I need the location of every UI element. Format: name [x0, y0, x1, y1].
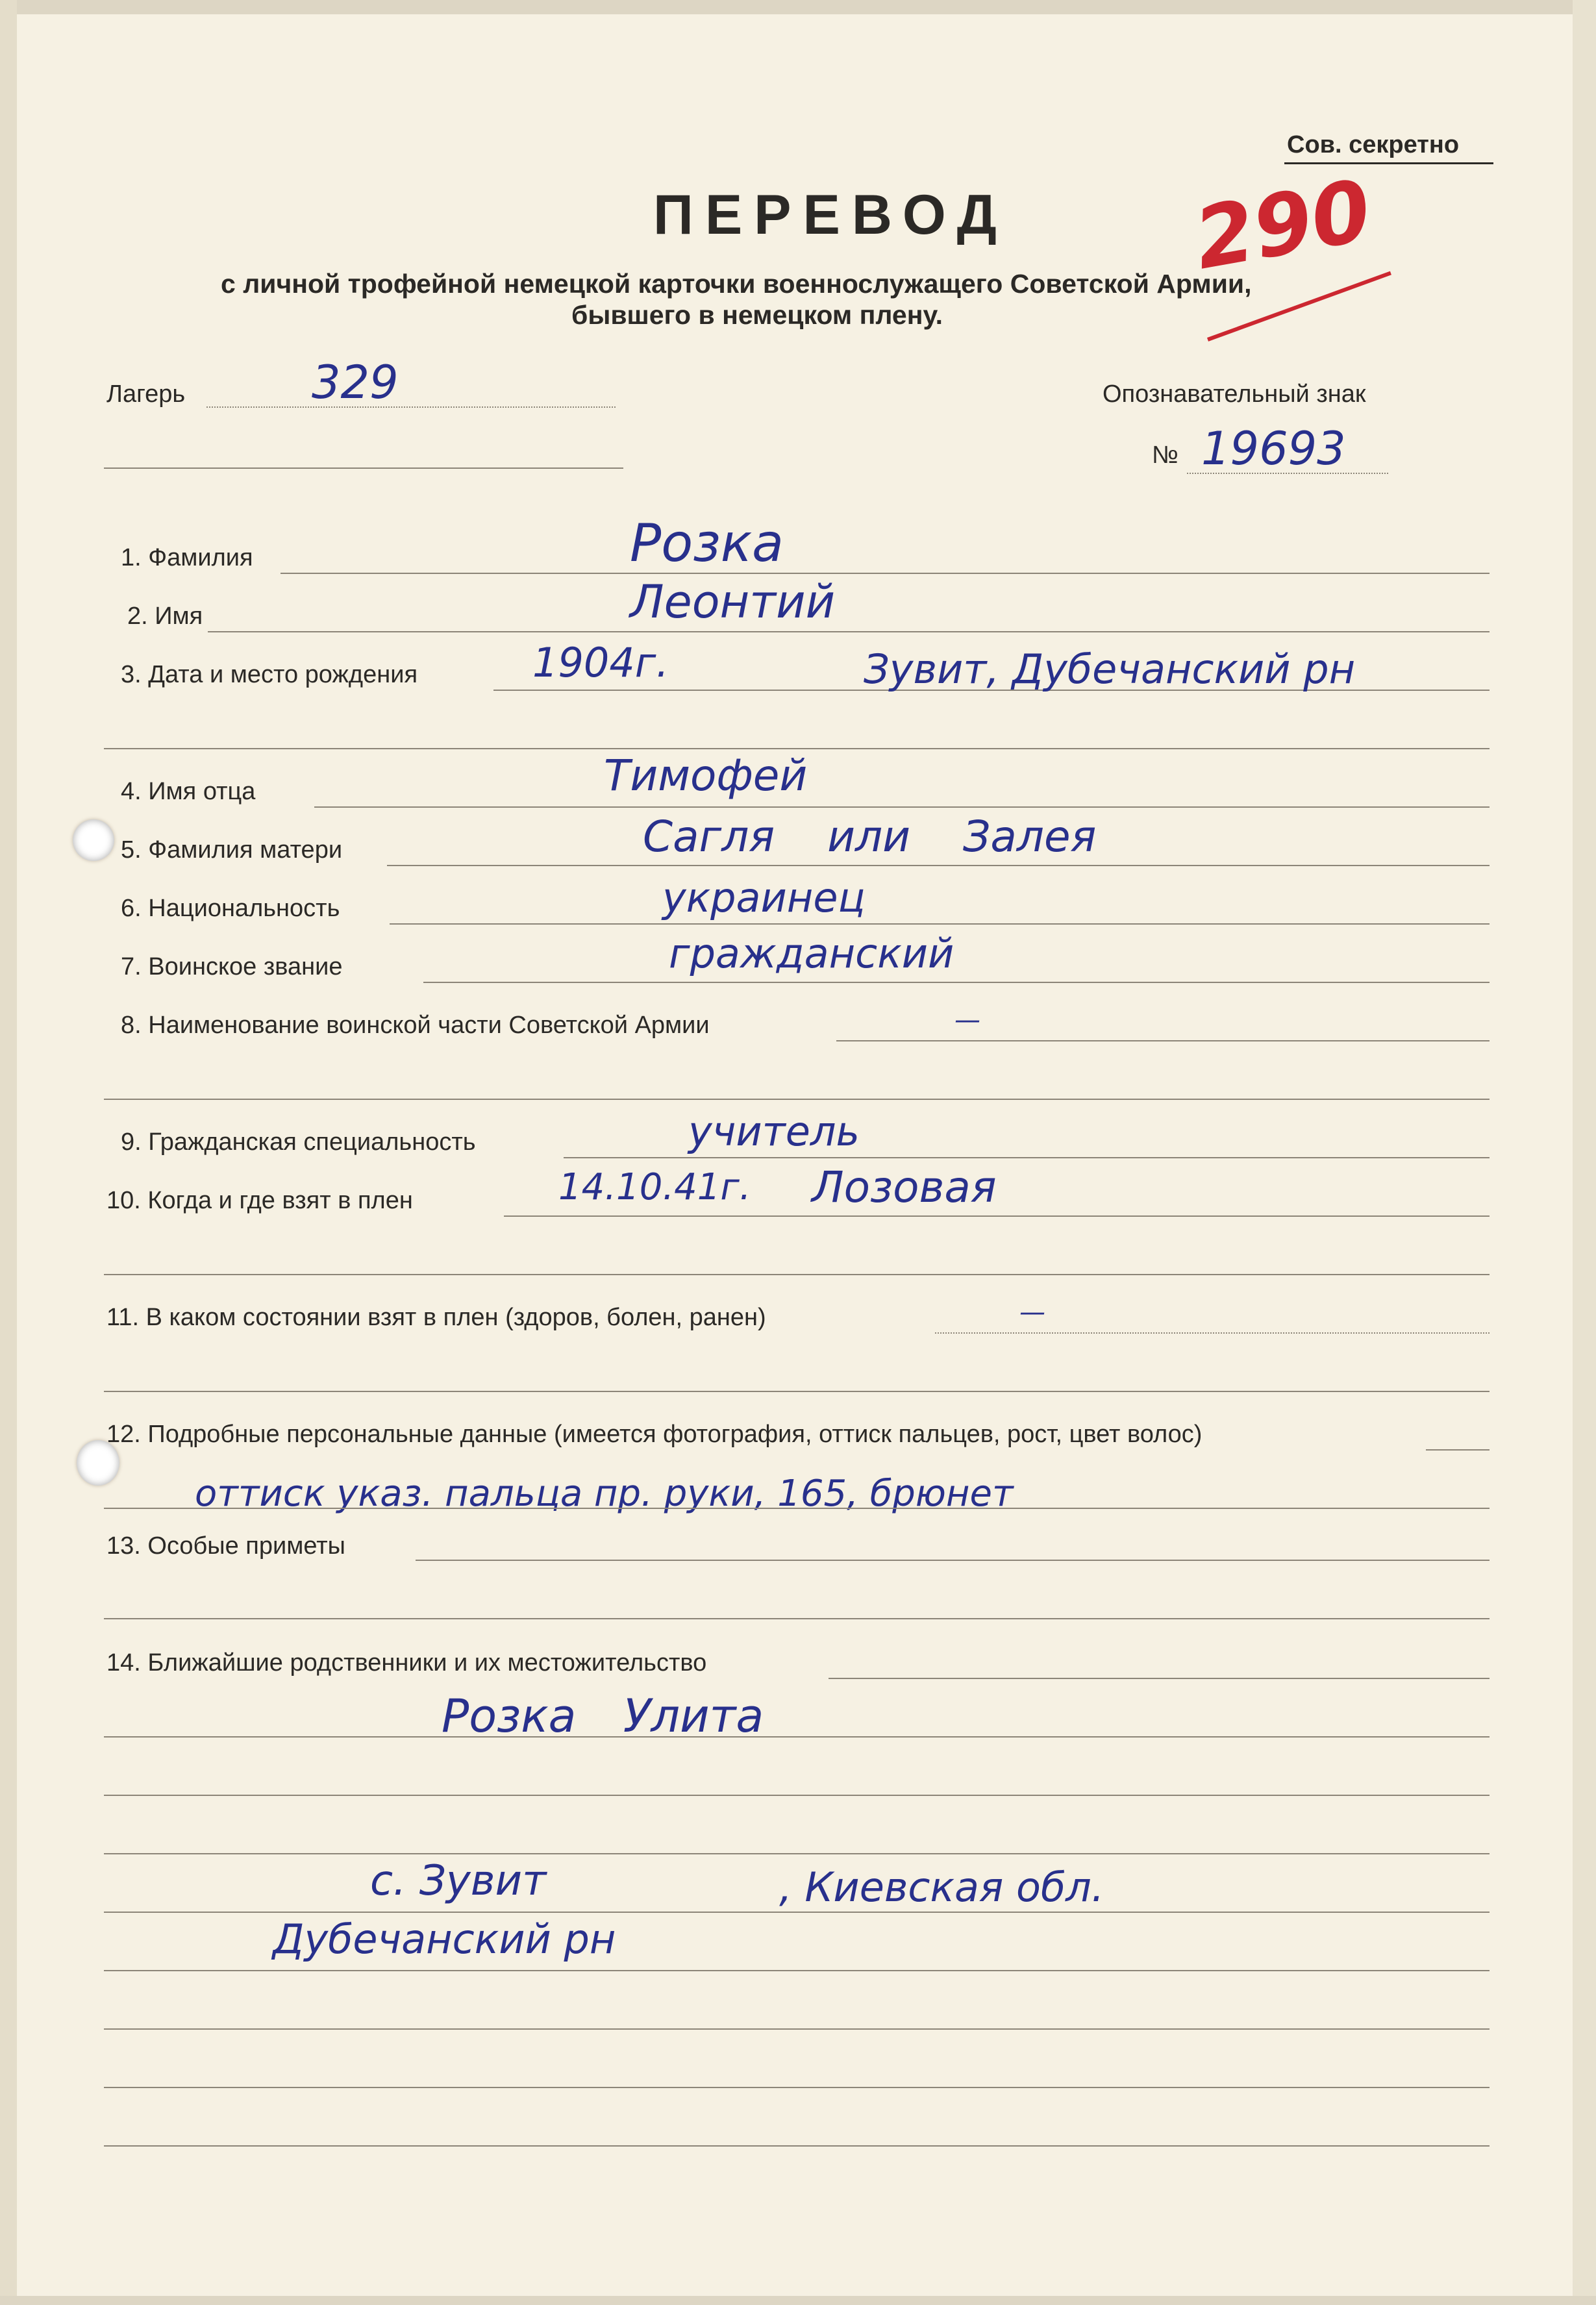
- field-14-label: 14. Ближайшие родственники и их местожительство: [106, 1649, 707, 1676]
- field-9-value: учитель: [688, 1108, 860, 1155]
- field-1-label: 1. Фамилия: [121, 544, 253, 571]
- red-register-number: 290: [1187, 160, 1378, 289]
- field-10-line: [504, 1215, 1490, 1217]
- field-5-line: [387, 865, 1490, 866]
- field-8-line-2: [104, 1099, 1490, 1100]
- field-7-value: гражданский: [669, 930, 954, 977]
- id-number-value: 19693: [1201, 422, 1346, 475]
- field-11-label: 11. В каком состоянии взят в плен (здоров, болен, ранен): [106, 1304, 766, 1331]
- scan-edge-left: [0, 0, 17, 2305]
- field-4-value: Тимофей: [604, 751, 808, 801]
- field-4-line: [314, 806, 1490, 808]
- id-mark-label: Опознавательный знак: [1103, 380, 1366, 408]
- scan-edge-bottom: [0, 2296, 1596, 2305]
- camp-line: [206, 406, 616, 408]
- field-7-label: 7. Воинское звание: [121, 953, 343, 980]
- field-6-label: 6. Национальность: [121, 895, 340, 922]
- field-13-line-2: [104, 1618, 1490, 1619]
- field-9-label: 9. Гражданская специальность: [121, 1128, 476, 1156]
- field-14-line-8: [104, 2087, 1490, 2088]
- field-14-line-9: [104, 2145, 1490, 2147]
- field-14-address-district: Дубечанский рн: [273, 1915, 616, 1963]
- field-8-value: —: [954, 1005, 980, 1035]
- field-10-label: 10. Когда и где взят в плен: [106, 1187, 413, 1214]
- field-2-label: 2. Имя: [127, 603, 203, 630]
- field-3-label: 3. Дата и место рождения: [121, 661, 418, 688]
- field-14-line-3: [104, 1795, 1490, 1796]
- field-12-value: оттиск указ. пальца пр. руки, 165, брюнет: [195, 1473, 1014, 1515]
- classification-label: Сов. секретно: [1287, 131, 1460, 158]
- field-14-line-6: [104, 1970, 1490, 1971]
- classification-underline: [1284, 162, 1493, 164]
- field-14-line-5: [104, 1912, 1490, 1913]
- field-1-value: Розка: [630, 513, 784, 573]
- field-10-value-date: 14.10.41г.: [558, 1166, 751, 1208]
- field-5-label: 5. Фамилия матери: [121, 836, 343, 864]
- field-13-line: [416, 1560, 1490, 1561]
- field-2-line: [208, 631, 1490, 632]
- field-14-line-2: [104, 1736, 1490, 1738]
- camp-label: Лагерь: [106, 380, 186, 408]
- field-8-label: 8. Наименование воинской части Советской Армии: [121, 1012, 710, 1039]
- field-10-value-place: Лозовая: [812, 1162, 997, 1212]
- scan-edge-right: [1573, 0, 1596, 2305]
- field-14-value: Розка Улита: [442, 1689, 764, 1743]
- camp-value: 329: [312, 356, 399, 409]
- field-14-address-region: , Киевская обл.: [779, 1863, 1104, 1911]
- scan-edge-top: [0, 0, 1596, 14]
- field-3-value-place: Зувит, Дубечанский рн: [864, 645, 1356, 693]
- field-14-line: [829, 1678, 1490, 1679]
- field-7-line: [423, 982, 1490, 983]
- field-14-line-7: [104, 2028, 1490, 2030]
- field-8-line: [836, 1040, 1490, 1041]
- document-title: ПЕРЕВОД: [653, 184, 1008, 246]
- field-3-line-2: [104, 748, 1490, 749]
- field-12-line-2: [104, 1508, 1490, 1509]
- field-14-address-village: с. Зувит: [370, 1857, 547, 1905]
- id-number-sign: №: [1152, 442, 1178, 469]
- punch-hole-top: [73, 819, 114, 861]
- field-2-value: Леонтий: [630, 575, 836, 629]
- field-13-label: 13. Особые приметы: [106, 1532, 345, 1560]
- field-5-value: Сагля или Залея: [643, 812, 1097, 862]
- field-11-line: [935, 1332, 1490, 1334]
- field-9-line: [564, 1157, 1490, 1158]
- field-4-label: 4. Имя отца: [121, 778, 256, 805]
- field-11-line-2: [104, 1391, 1490, 1392]
- field-1-line: [281, 573, 1490, 574]
- field-14-line-4: [104, 1853, 1490, 1854]
- camp-line-2: [104, 467, 623, 469]
- field-12-line: [1426, 1449, 1490, 1451]
- field-10-line-2: [104, 1274, 1490, 1275]
- subtitle-line-1: с личной трофейной немецкой карточки военнослужащего Советской Армии,: [221, 269, 1252, 299]
- field-6-line: [390, 923, 1490, 925]
- field-3-value-date: 1904г.: [532, 639, 669, 686]
- field-11-value: —: [1019, 1297, 1045, 1327]
- field-6-value: украинец: [662, 874, 866, 921]
- subtitle-line-2: бывшего в немецком плену.: [571, 300, 943, 330]
- field-12-label: 12. Подробные персональные данные (имеется фотография, оттиск пальцев, рост, цвет волос): [106, 1421, 1203, 1448]
